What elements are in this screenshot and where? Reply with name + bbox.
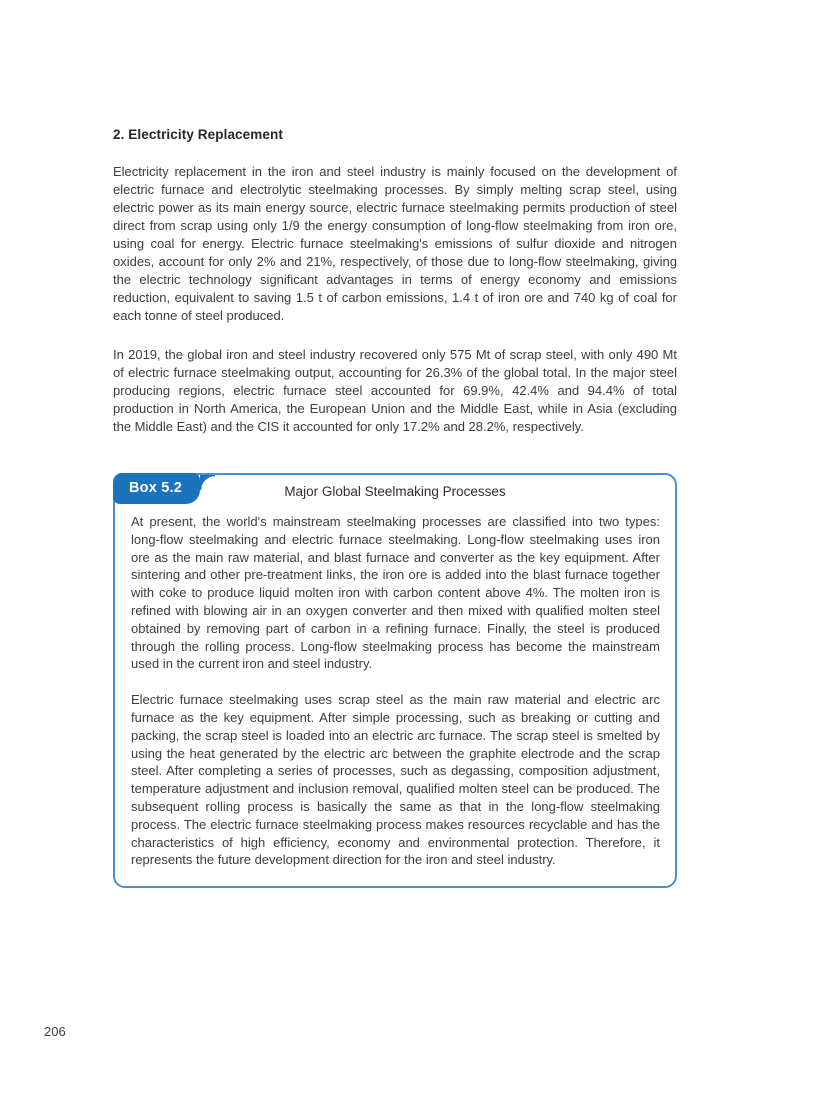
page-content xyxy=(113,120,677,888)
box-body xyxy=(115,499,675,886)
box-paragraph-electric-furnace: Electric furnace steelmaking uses scrap steel as the main raw material and electric arc furnace as the key equipment. After simple processing, such as breaking or cutting and packing, the scrap steel is loaded into an electric arc furnace. The scrap steel is smelted by using the heat generated by the electric arc between the graphite electrode and the scrap steel. After completing a series of processes, such as degassing, composition adjustment, temperature adjustment and inclusion removal, qualified molten steel can be produced. The subsequent rolling process is basically the same as that in the long-flow steelmaking process. The electric furnace steelmaking process makes resources recyclable and has the characteristics of high efficiency, economy and environmental protection. Therefore, it represents the future development direction for the iron and steel industry. xyxy=(131,692,660,868)
tab-fillet-decoration xyxy=(200,475,215,490)
box-label-tab xyxy=(113,473,200,504)
callout-box-5-2 xyxy=(113,473,677,888)
section-heading: 2. Electricity Replacement xyxy=(113,127,283,142)
page-number: 206 xyxy=(44,1024,66,1039)
box-title: Major Global Steelmaking Processes xyxy=(284,484,506,499)
box-paragraph-long-flow: At present, the world's mainstream steelmaking processes are classified into two types: long-flow steelmaking and electric furnace steelmaking. Long-flow steelmaking uses iron ore as the main raw material, and blast furnace and converter as the key equipment. After sintering and other pre-treatment links, the iron ore is added into the blast furnace together with coke to produce liquid molten iron with carbon content above 4%. The molten iron is refined with blowing air in an oxygen converter and then mixed with qualified molten steel obtained by removing part of carbon in a refining furnace. Finally, the steel is produced through the rolling process. Long-flow steelmaking process has become the mainstream used in the current iron and steel industry. xyxy=(131,514,660,672)
box-label: Box 5.2 xyxy=(129,480,182,496)
paragraph-electricity-replacement: Electricity replacement in the iron and steel industry is mainly focused on the development of electric furnace and electrolytic steelmaking processes. By simply melting scrap steel, using electric power as its main energy source, electric furnace steelmaking permits production of steel direct from scrap using only 1/9 the energy consumption of long-flow steelmaking from iron ore, using coal for energy. Electric furnace steelmaking's emissions of sulfur dioxide and nitrogen oxides, account for only 2% and 21%, respectively, of those due to long-flow steelmaking, giving the electric technology significant advantages in terms of energy economy and emissions reduction, equivalent to saving 1.5 t of carbon emissions, 1.4 t of iron ore and 740 kg of coal for each tonne of steel produced. xyxy=(113,164,677,323)
paragraph-2019-statistics: In 2019, the global iron and steel industry recovered only 575 Mt of scrap steel, with only 490 Mt of electric furnace steelmaking output, accounting for 26.3% of the global total. In the major steel producing regions, electric furnace steel accounted for 69.9%, 42.4% and 94.4% of total production in North America, the European Union and the Middle East, while in Asia (excluding the Middle East) and the CIS it accounted for only 17.2% and 28.2%, respectively. xyxy=(113,347,677,434)
